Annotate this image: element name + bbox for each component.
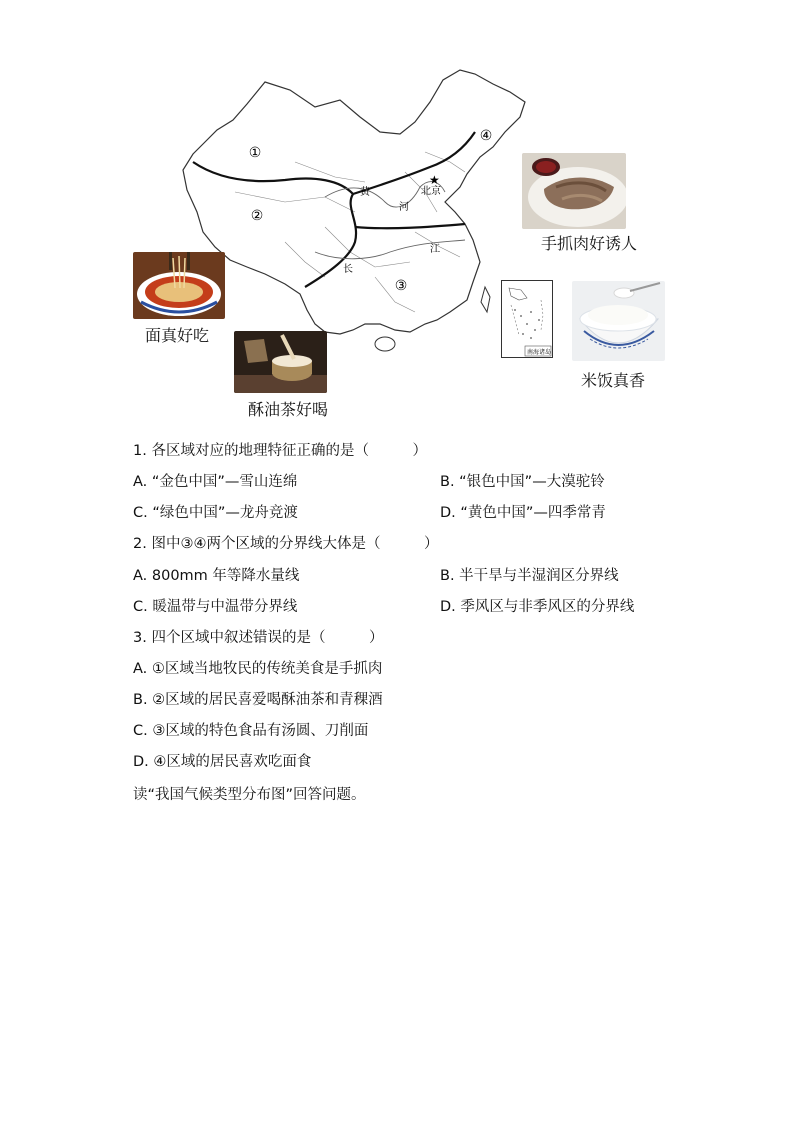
q1-option-d: D. “黄色中国”—四季常青 bbox=[440, 505, 606, 521]
china-region-map bbox=[175, 62, 535, 362]
q1-option-a: A. “金色中国”—雪山连绵 bbox=[133, 474, 298, 490]
capital-label: 北京 bbox=[421, 186, 441, 197]
region-3-label: ③ bbox=[394, 278, 408, 294]
q2-option-d: D. 季风区与非季风区的分界线 bbox=[440, 599, 635, 615]
region-1-label: ① bbox=[248, 145, 262, 161]
meat-photo bbox=[522, 153, 626, 229]
south-china-sea-inset bbox=[501, 280, 553, 358]
star-icon: ★ bbox=[429, 173, 440, 187]
region-2-label: ② bbox=[250, 208, 264, 224]
q2-option-c: C. 暖温带与中温带分界线 bbox=[133, 599, 298, 615]
read-instruction: 读“我国气候类型分布图”回答问题。 bbox=[133, 787, 366, 803]
noodles-caption: 面真好吃 bbox=[145, 326, 210, 345]
q2-stem: 2. 图中③④两个区域的分界线大体是（ ） bbox=[133, 536, 439, 552]
inset-label: 南海诸岛 bbox=[527, 349, 552, 356]
river-label-chang: 长 bbox=[343, 264, 353, 275]
tea-photo bbox=[234, 331, 327, 393]
region-4-label: ④ bbox=[479, 128, 493, 144]
hainan-island bbox=[375, 337, 395, 351]
q3-option-d: D. ④区域的居民喜欢吃面食 bbox=[133, 754, 312, 770]
q1-option-b: B. “银色中国”—大漠驼铃 bbox=[440, 474, 605, 490]
china-outline bbox=[183, 70, 525, 334]
q2-option-b: B. 半干旱与半湿润区分界线 bbox=[440, 568, 619, 584]
tea-caption: 酥油茶好喝 bbox=[248, 400, 329, 419]
q3-option-a: A. ①区域当地牧民的传统美食是手抓肉 bbox=[133, 661, 383, 677]
river-label-he: 河 bbox=[399, 202, 409, 213]
river-label-jiang: 江 bbox=[430, 244, 440, 255]
q3-option-c: C. ③区域的特色食品有汤圆、刀削面 bbox=[133, 723, 369, 739]
q3-option-b: B. ②区域的居民喜爱喝酥油茶和青稞酒 bbox=[133, 692, 383, 708]
q1-stem: 1. 各区域对应的地理特征正确的是（ ） bbox=[133, 443, 427, 459]
noodles-photo bbox=[133, 252, 225, 319]
taiwan-island bbox=[481, 287, 490, 312]
q2-option-a: A. 800mm 年等降水量线 bbox=[133, 568, 300, 584]
q1-option-c: C. “绿色中国”—龙舟竞渡 bbox=[133, 505, 298, 521]
q3-stem: 3. 四个区域中叙述错误的是（ ） bbox=[133, 630, 384, 646]
rice-caption: 米饭真香 bbox=[581, 371, 646, 390]
rice-photo bbox=[572, 281, 665, 361]
meat-caption: 手抓肉好诱人 bbox=[541, 234, 638, 253]
river-label-huang: 黄 bbox=[360, 187, 370, 198]
